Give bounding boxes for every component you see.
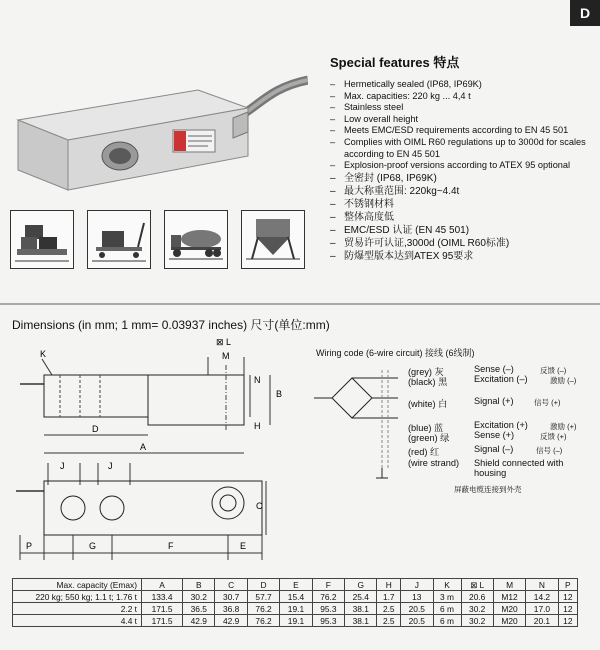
table-cell: 12 [558,603,577,615]
column-header: P [558,579,577,591]
table-cell: 95.3 [312,603,344,615]
signal-cn: 信号 (+) [534,398,561,407]
table-cell: 171.5 [142,603,183,615]
table-cell: M20 [493,603,525,615]
table-cell: 14.2 [526,591,558,603]
table-cell: 12 [558,591,577,603]
table-cell: 20.5 [401,615,433,627]
table-cell: 17.0 [526,603,558,615]
column-header: Max. capacity (Emax) [13,579,142,591]
feature-item: – Low overall height [330,114,590,126]
shield-note: Shield connected with housing [474,458,564,478]
feature-item: – Meets EMC/ESD requirements according to EN 45 501 [330,125,590,137]
column-header: A [142,579,183,591]
column-header: C [215,579,247,591]
column-header: N [526,579,558,591]
shield-note-cn: 屏蔽电缆连接到外壳 [454,485,522,494]
wire-black: (black) 黑 [408,377,448,387]
pallet-truck-icon [87,210,151,269]
column-header: J [401,579,433,591]
signal-cn: 激励 (+) [550,422,577,431]
label-j1: J [60,461,65,471]
table-cell: 15.4 [280,591,312,603]
feature-item: – Max. capacities: 220 kg ... 4,4 t [330,91,590,103]
table-cell: 133.4 [142,591,183,603]
table-cell: 42.9 [183,615,215,627]
features-list-cn [330,172,590,263]
features-list-en [330,79,590,172]
feature-item-cn: – 最大称重范围: 220kg~4.4t [330,185,590,198]
signal-sense-minus: Sense (–) [474,364,514,374]
table-cell: 36.8 [215,603,247,615]
wire-grey: (grey) 灰 [408,367,444,377]
wire-red: (red) 红 [408,447,440,457]
wire-white: (white) 白 [408,399,448,409]
feature-item-cn: – 整体高度低 [330,211,590,224]
table-cell: 4.4 t [13,615,142,627]
table-cell: 76.2 [247,615,279,627]
signal-plus: Signal (+) [474,396,514,406]
table-cell: 19.1 [280,615,312,627]
table-cell: 30.2 [461,615,493,627]
column-header: D [247,579,279,591]
feature-item: – Stainless steel [330,102,590,114]
table-cell: 2.2 t [13,603,142,615]
column-header: B [183,579,215,591]
table-cell: 12 [558,615,577,627]
table-cell: 220 kg; 550 kg; 1.1 t; 1.76 t [13,591,142,603]
label-p: P [26,541,33,551]
table-row [13,603,578,615]
table-cell: 19.1 [280,603,312,615]
platform-scale-icon [10,210,74,269]
signal-sense-plus: Sense (+) [474,430,515,440]
label-dl: ⊠ L [216,337,232,347]
column-header: K [433,579,461,591]
signal-cn: 激励 (–) [550,376,577,385]
signal-excitation-plus: Excitation (+) [474,420,528,430]
label-k: K [40,349,47,359]
table-row [13,615,578,627]
bridge-circuit [312,360,402,480]
table-cell: 57.7 [247,591,279,603]
label-f: F [168,541,174,551]
table-cell: 13 [401,591,433,603]
features-title: Special features 特点 [330,55,460,70]
wiring-code [312,346,592,506]
table-header-row [13,579,578,591]
table-cell: 30.2 [183,591,215,603]
column-header: M [493,579,525,591]
spec-table [12,578,578,627]
table-cell: 38.1 [345,615,377,627]
label-e: E [240,541,247,551]
feature-item-cn: – 全密封 (IP68, IP69K) [330,172,590,185]
column-header: F [312,579,344,591]
section-divider [0,303,600,305]
table-cell: 1.7 [377,591,401,603]
label-d: D [92,424,99,434]
signal-excitation-minus: Excitation (–) [474,374,528,384]
signal-cn: 信号 (–) [536,446,563,455]
table-cell: 6 m [433,603,461,615]
section-tab: D [570,0,600,26]
column-header: ⊠ L [461,579,493,591]
label-b: B [276,389,283,399]
table-cell: 2.5 [377,615,401,627]
table-cell: 30.2 [461,603,493,615]
column-header: E [280,579,312,591]
table-cell: 20.1 [526,615,558,627]
column-header: G [345,579,377,591]
table-cell: 25.4 [345,591,377,603]
label-m: M [222,351,230,361]
feature-item-cn: – 贸易许可认证,3000d (OIML R60标准) [330,237,590,250]
tank-truck-icon [164,210,228,269]
table-row [13,591,578,603]
feature-item: – Hermetically sealed (IP68, IP69K) [330,79,590,91]
label-h: H [254,421,261,431]
table-cell: 20.5 [401,603,433,615]
table-cell: 42.9 [215,615,247,627]
load-cell-photo [8,68,308,198]
signal-minus: Signal (–) [474,444,514,454]
label-g: G [89,541,97,551]
table-cell: 2.5 [377,603,401,615]
feature-item-cn: – 防爆型版本达到ATEX 95要求 [330,250,590,263]
signal-cn: 反馈 (–) [540,366,567,375]
label-a: A [140,442,147,452]
wire-blue: (blue) 蓝 [408,423,444,433]
signal-cn: 反馈 (+) [540,432,567,441]
column-header: H [377,579,401,591]
wiring-title: Wiring code (6-wire circuit) 接线 (6线制) [316,348,475,358]
application-icons [10,210,305,269]
wire-green: (green) 绿 [408,433,450,443]
dimension-drawings [0,335,310,570]
table-cell: 36.5 [183,603,215,615]
table-cell: 3 m [433,591,461,603]
table-cell: M20 [493,615,525,627]
table-cell: 20.6 [461,591,493,603]
table-cell: 76.2 [247,603,279,615]
silo-icon [241,210,305,269]
table-cell: 76.2 [312,591,344,603]
feature-item: – Complies with OIML R60 regulations up to 3000d for scales according to EN 45 501 [330,137,590,160]
feature-item: – Explosion-proof versions according to ATEX 95 optional [330,160,590,172]
table-cell: 30.7 [215,591,247,603]
label-n: N [254,375,261,385]
label-j2: J [108,461,113,471]
feature-item-cn: – 不锈钢材料 [330,198,590,211]
dimensions-title: Dimensions (in mm; 1 mm= 0.03937 inches) 尺寸(单位:mm) [12,318,330,332]
wire-strand: (wire strand) [408,458,460,468]
table-cell: 6 m [433,615,461,627]
table-cell: 171.5 [142,615,183,627]
table-cell: 95.3 [312,615,344,627]
table-cell: M12 [493,591,525,603]
special-features [330,52,590,263]
feature-item-cn: – EMC/ESD 认证 (EN 45 501) [330,224,590,237]
label-c: C [256,501,263,511]
table-cell: 38.1 [345,603,377,615]
